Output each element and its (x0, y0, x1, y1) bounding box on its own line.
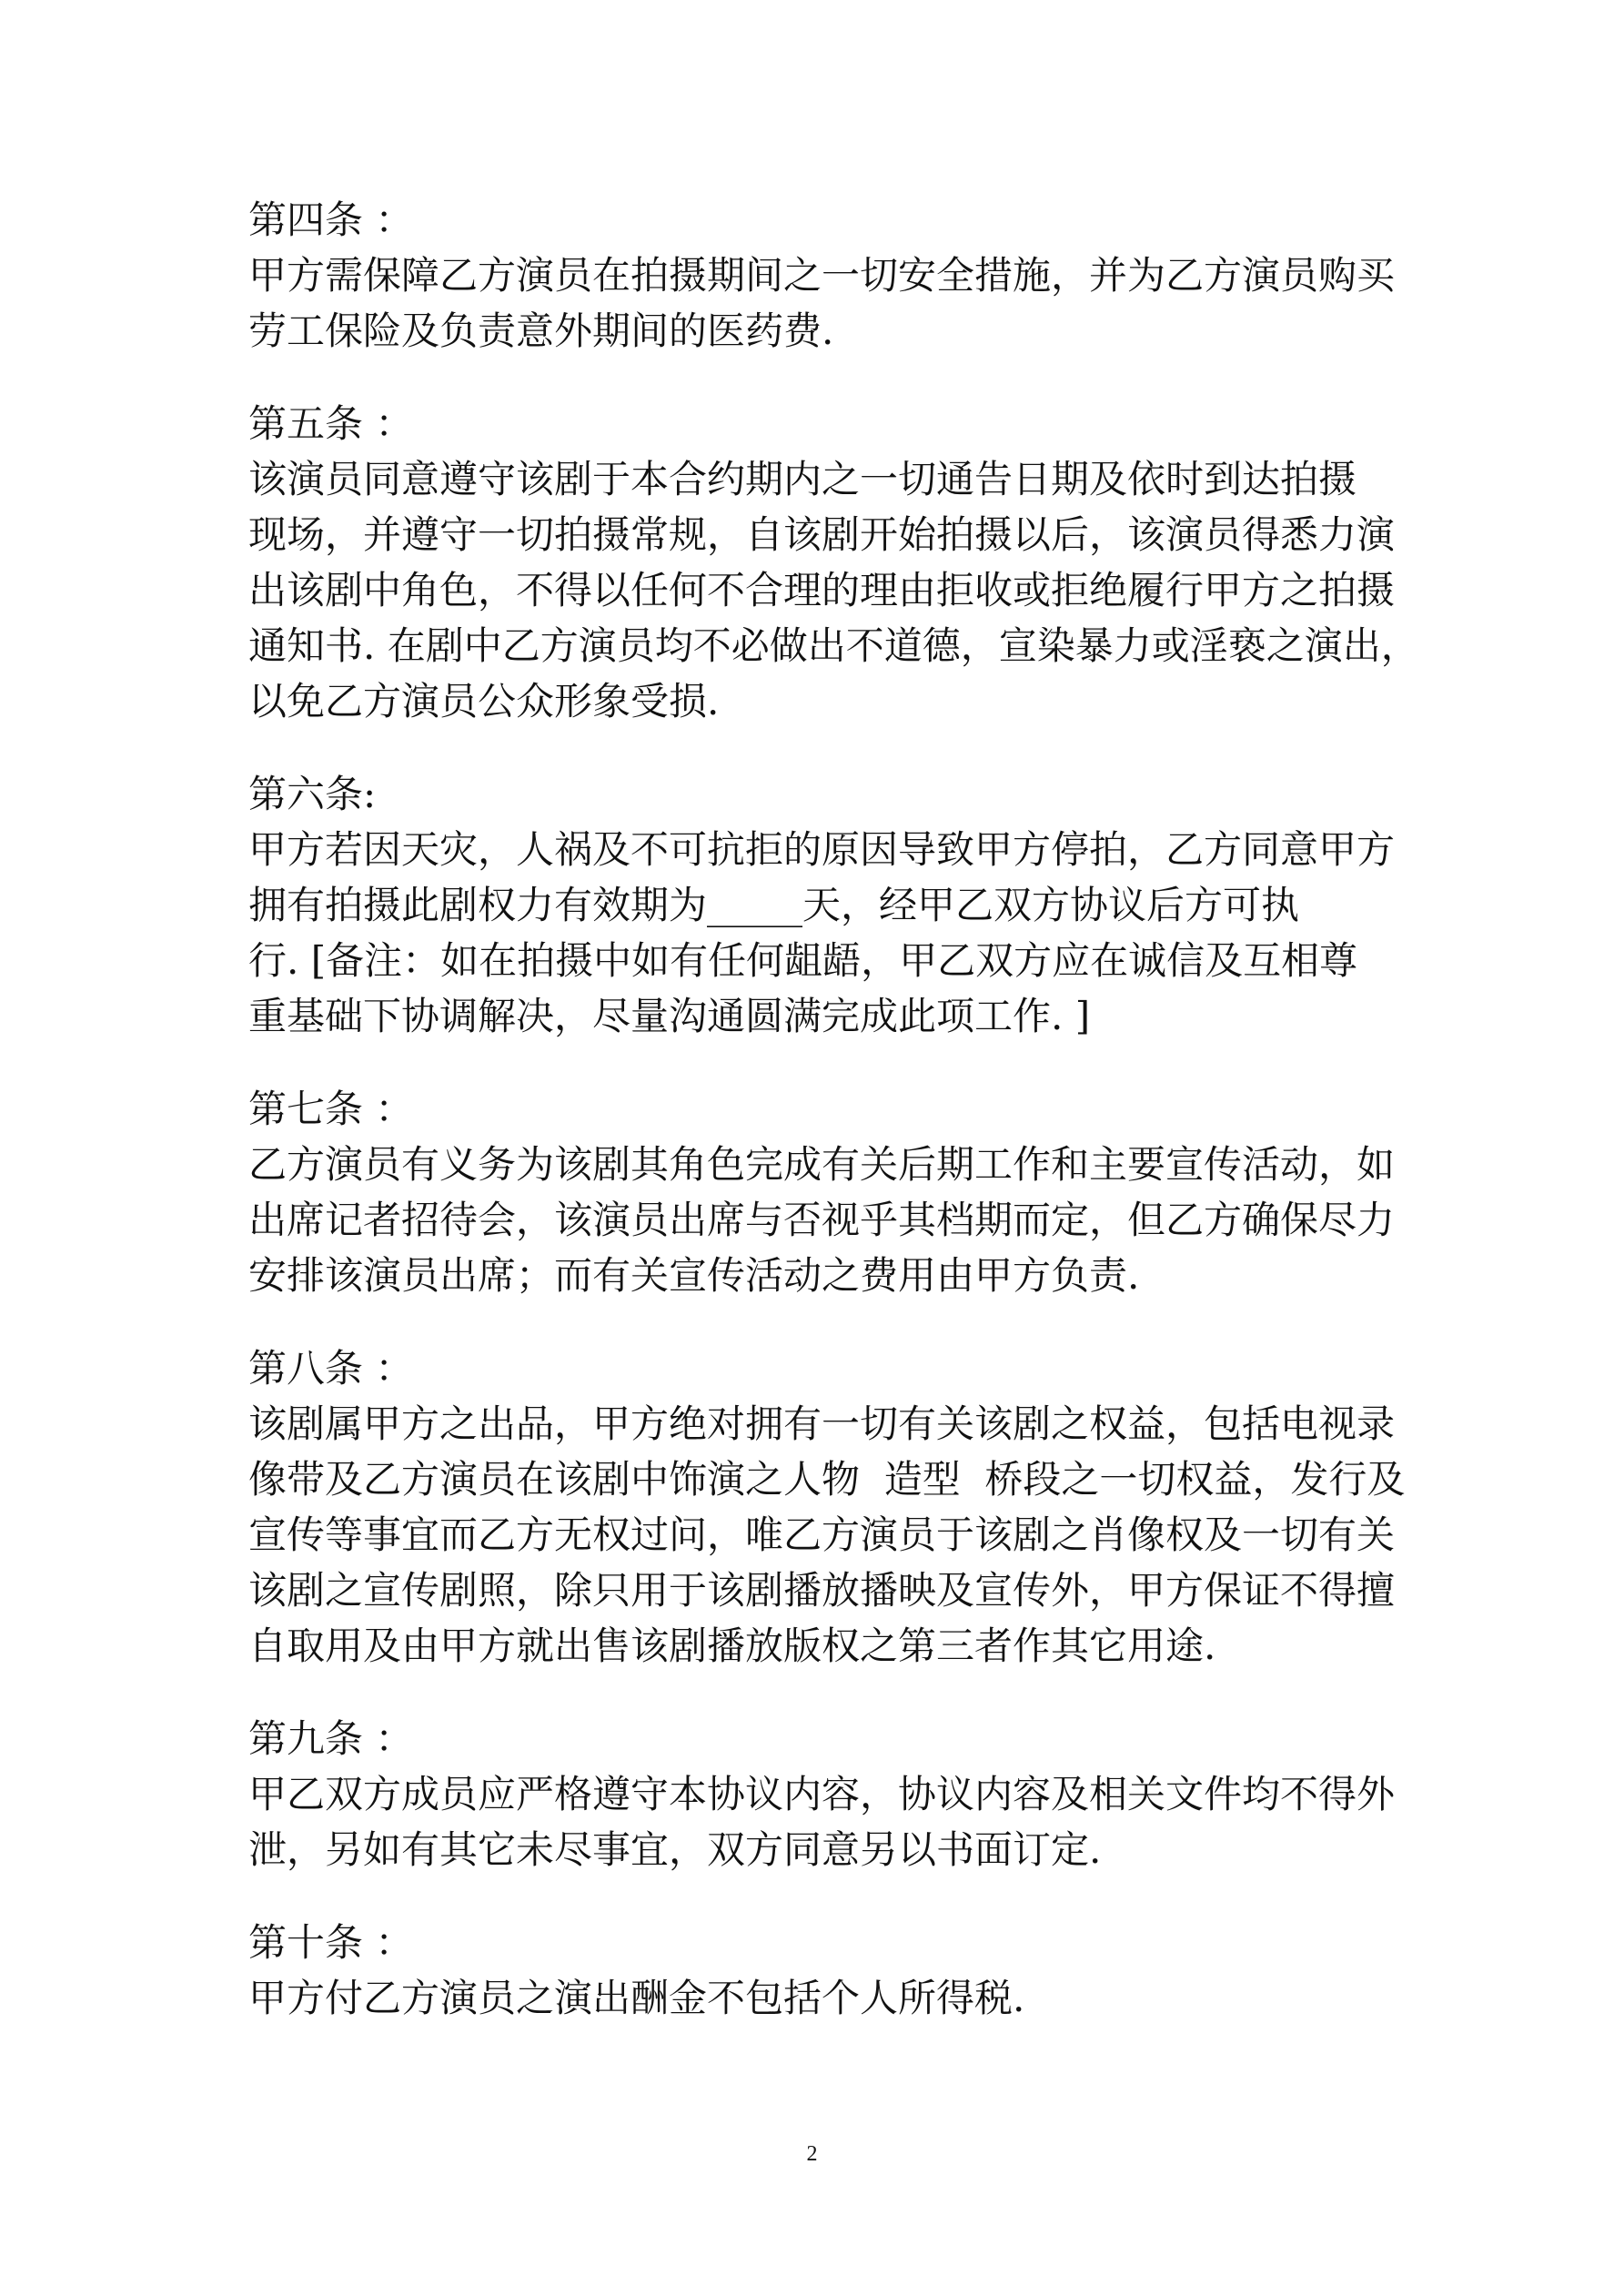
article-text-line: 拥有拍摄此剧权力有效期为_____天，经甲乙双方协议后方可执 (248, 883, 1300, 927)
article-text-line: 该剧属甲方之出品，甲方绝对拥有一切有关该剧之权益，包括电视录 (248, 1401, 1396, 1446)
article-text-line: 劳工保险及负责意外期间的医药费. (248, 308, 834, 353)
article-text-line: 现场，并遵守一切拍摄常规，自该剧开始拍摄以后，该演员得悉力演 (248, 512, 1396, 557)
article-text-line: 重基础下协调解决，尽量沟通圆满完成此项工作. ] (248, 994, 1091, 1038)
article-5 (248, 397, 1419, 729)
contract-body (248, 193, 1419, 2064)
article-text-line: 甲方付乙方演员之演出酬金不包括个人所得税. (248, 1976, 1025, 2020)
article-heading: 第十条 ： (248, 1920, 414, 1965)
article-7 (248, 1082, 1396, 1303)
article-text-line: 像带及乙方演员在该剧中饰演之人物 造型 桥段之一切权益，发行及 (248, 1457, 1406, 1502)
article-text-line: 安排该演员出席；而有关宣传活动之费用由甲方负责. (248, 1253, 1140, 1298)
article-heading: 第五条 ： (248, 401, 414, 446)
article-text-line: 甲方需保障乙方演员在拍摄期间之一切安全措施，并为乙方演员购买 (248, 253, 1396, 298)
article-8 (248, 1341, 1406, 1674)
article-text-line: 该演员同意遵守该剧于本合约期内之一切通告日期及依时到达拍摄 (248, 457, 1357, 501)
article-text-line: 出席记者招待会，该演员出席与否视乎其档期而定，但乙方确保尽力 (248, 1198, 1396, 1242)
article-heading: 第四条 ： (248, 197, 414, 242)
article-text-line: 宣传等事宜而乙方无权过问，唯乙方演员于该剧之肖像权及一切有关 (248, 1512, 1396, 1557)
article-6 (248, 767, 1396, 1044)
article-text-line: 通知书. 在剧中乙方演员均不必做出不道德，宣染暴力或淫亵之演出， (248, 623, 1419, 668)
article-9 (248, 1712, 1396, 1877)
article-text-line: 自取用及由甲方就出售该剧播放版权之第三者作其它用途. (248, 1623, 1216, 1668)
article-heading: 第六条: (248, 772, 377, 816)
article-4 (248, 193, 1396, 359)
article-text-line: 甲乙双方成员应严格遵守本协议内容，协议内容及相关文件均不得外 (248, 1772, 1396, 1816)
article-text-line: 甲方若因天灾，人祸及不可抗拒的原因导致甲方停拍，乙方同意甲方 (248, 827, 1396, 872)
article-text-line: 泄，另如有其它未尽事宜，双方同意另以书面订定. (248, 1827, 1102, 1872)
article-text-line: 该剧之宣传剧照，除只用于该剧播放播映及宣传外，甲方保证不得擅 (248, 1568, 1396, 1613)
article-text-line: 乙方演员有义务为该剧其角色完成有关后期工作和主要宣传活动，如 (248, 1142, 1396, 1187)
article-heading: 第七条 ： (248, 1087, 414, 1131)
page-number: 2 (806, 2142, 818, 2166)
article-text-line: 出该剧中角色，不得以任何不合理的理由拒收或拒绝履行甲方之拍摄 (248, 568, 1396, 612)
article-10 (248, 1916, 1386, 2026)
article-text-line: 行. [备注：如在拍摄中如有任何龃龉，甲乙双方应在诚信及互相尊 (248, 938, 1358, 983)
article-heading: 第九条 ： (248, 1716, 414, 1761)
article-heading: 第八条 ： (248, 1346, 414, 1391)
article-text-line: 以免乙方演员公众形象受损. (248, 679, 720, 723)
